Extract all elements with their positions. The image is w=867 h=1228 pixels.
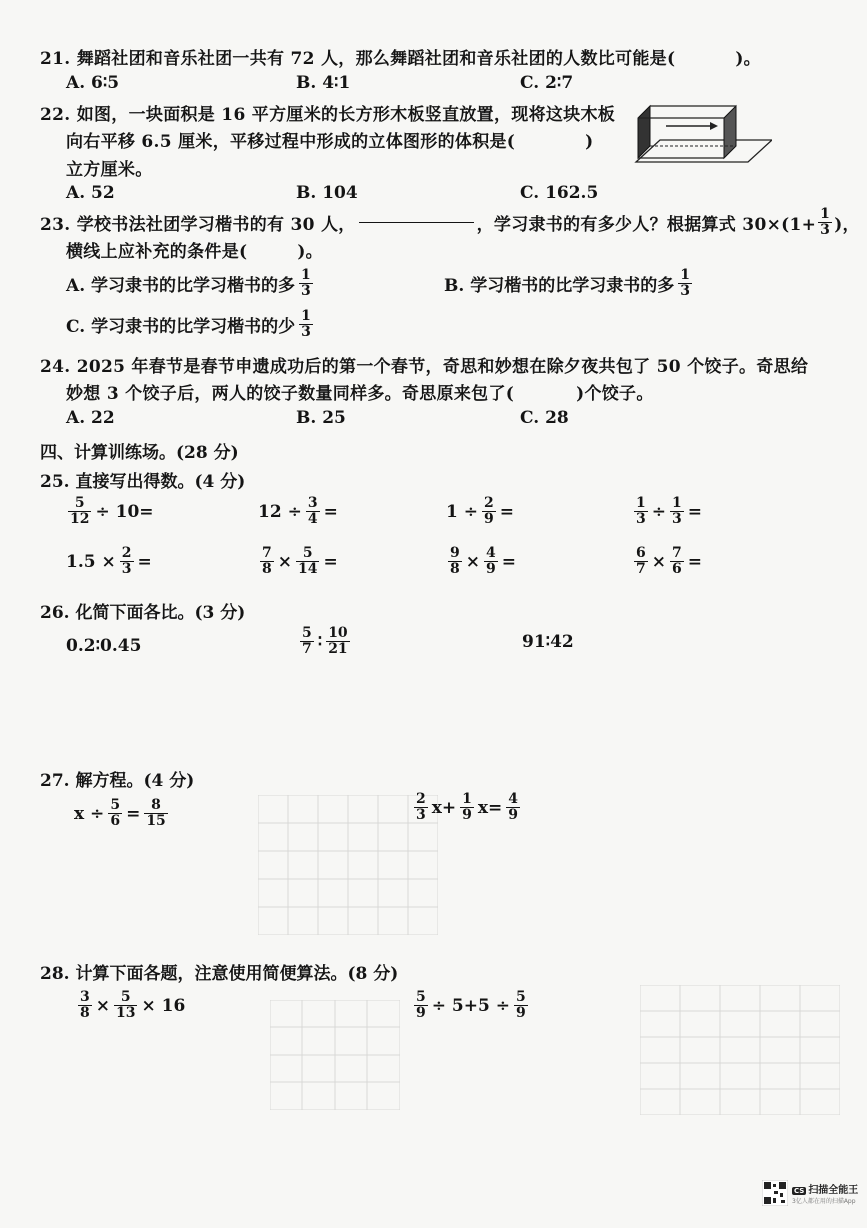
q28-c2-mid: ÷ 5+5 ÷ — [431, 995, 510, 1016]
q24-line-2-end: )个饺子。 — [576, 384, 654, 404]
q28-c2-frac-1-den: 9 — [416, 1005, 426, 1021]
q25-e2-frac — [306, 496, 320, 527]
q25-e1-frac — [68, 496, 91, 527]
q28-c2-frac-2-den: 9 — [515, 1005, 526, 1021]
q21-option-b: B. 4∶1 — [296, 73, 351, 93]
q24-line-2-text: 妙想 3 个饺子后，两人的饺子数量同样多。奇思原来包了( — [66, 384, 515, 404]
q25-expr-2 — [258, 496, 338, 527]
q25-e8-frac-2 — [670, 546, 684, 577]
q23-option-b-text: B. 学习楷书的比学习隶书的多 — [444, 276, 675, 296]
q24-option-b: B. 25 — [296, 408, 346, 428]
q27-title: 27. 解方程。(4 分) — [40, 771, 195, 791]
q25-e7-frac-1-den: 8 — [450, 561, 460, 577]
q21-option-a: A. 6∶5 — [66, 73, 120, 93]
q25-e2-frac-num: 3 — [307, 495, 318, 511]
q25-e4-eq: = — [687, 501, 702, 522]
q26-r2-op: ∶ — [317, 631, 323, 652]
q26-r2-frac-1-num: 5 — [302, 625, 312, 641]
q25-e1-frac-den: 12 — [70, 511, 90, 527]
q25-e7-op: × — [465, 551, 480, 572]
q25-e7-frac-1-num: 9 — [450, 545, 460, 561]
q25-e3-eq: = — [499, 501, 514, 522]
q23-option-c-text: C. 学习隶书的比学习楷书的少 — [66, 317, 296, 337]
q25-e8-eq: = — [687, 551, 702, 572]
q27-eq2-frac-1 — [414, 792, 428, 823]
q28-c1-op1: × — [95, 995, 110, 1016]
q25-e1-frac-num: 5 — [74, 495, 85, 511]
q25-e4-frac-2 — [670, 496, 684, 527]
q25-e6-eq: = — [323, 551, 338, 572]
q27-eq1-frac-1-num: 5 — [110, 797, 121, 813]
q23-option-b-fraction — [678, 268, 692, 299]
scanner-watermark-sub: 3亿人都在用的扫描App — [792, 1198, 856, 1205]
q26-ratio-3: 91∶42 — [522, 632, 574, 652]
q22-line-2-end: ) — [585, 132, 594, 152]
q23-option-b-frac-num: 1 — [680, 267, 690, 283]
q25-e5-frac-num: 2 — [121, 545, 132, 561]
scanner-logo-icon: CS — [794, 1187, 805, 1195]
q23-line-2 — [66, 237, 323, 262]
q28-calc-2 — [412, 990, 530, 1021]
q25-e2-pre: 12 ÷ — [258, 501, 302, 522]
q24-line-2 — [66, 379, 654, 404]
q26-r2-frac-2-num: 10 — [328, 625, 348, 641]
q28-c2-frac-1-num: 5 — [416, 989, 426, 1005]
translated-board-figure — [632, 100, 772, 172]
q23-option-a-text: A. 学习隶书的比学习楷书的多 — [66, 276, 296, 296]
q24-option-a: A. 22 — [66, 408, 115, 428]
q21-stem-text: 21. 舞蹈社团和音乐社团一共有 72 人，那么舞蹈社团和音乐社团的人数比可能是( — [40, 49, 676, 69]
q23-frac-num: 1 — [820, 206, 831, 222]
q28-c2-frac-1 — [414, 990, 428, 1021]
q25-e8-frac-2-den: 6 — [672, 561, 682, 577]
q25-e7-eq: = — [501, 551, 516, 572]
q25-e6-frac-1-den: 8 — [262, 561, 272, 577]
q23-answer-blank[interactable] — [359, 222, 474, 223]
q26-r2-frac-2-den: 21 — [328, 641, 348, 657]
q23-pre: 23. 学校书法社团学习楷书的有 30 人， — [40, 215, 356, 235]
q25-e8-frac-2-num: 7 — [672, 545, 682, 561]
q25-e1-rest: ÷ 10= — [95, 501, 154, 522]
q21-option-c: C. 2∶7 — [520, 73, 574, 93]
q25-e6-frac-2-den: 14 — [298, 561, 318, 577]
section-4-title: 四、计算训练场。(28 分) — [40, 443, 239, 463]
q22-line-3: 立方厘米。 — [66, 160, 153, 180]
q25-e7-frac-2-den: 9 — [486, 561, 496, 577]
q27-eq1-frac-1-den: 6 — [110, 813, 121, 829]
q22-option-b: B. 104 — [296, 183, 358, 203]
q25-expr-6 — [258, 546, 338, 577]
q25-e7-frac-1 — [448, 546, 462, 577]
q25-e3-frac-den: 9 — [484, 511, 494, 527]
bg-grid-2 — [640, 985, 840, 1115]
bg-grid-3 — [270, 1000, 400, 1110]
q25-e4-frac-2-num: 1 — [672, 495, 682, 511]
q28-c1-frac-1-den: 8 — [80, 1005, 90, 1021]
q25-e8-frac-1-den: 7 — [636, 561, 646, 577]
q23-frac-den: 3 — [820, 222, 831, 238]
q27-eq2-frac-2-den: 9 — [462, 807, 472, 823]
q23-line-2-end: )。 — [297, 242, 323, 262]
q27-eq2-frac-2-num: 1 — [462, 791, 472, 807]
q25-e6-op: × — [277, 551, 292, 572]
q25-e5-pre: 1.5 × — [66, 551, 116, 572]
q27-eq1-frac-1 — [108, 798, 122, 829]
q27-eq1-pre: x ÷ — [74, 803, 105, 824]
q23-option-a-fraction — [299, 268, 313, 299]
q25-expr-8 — [632, 546, 702, 577]
q23-option-c-fraction — [299, 309, 313, 340]
q25-title: 25. 直接写出得数。(4 分) — [40, 472, 246, 492]
q28-calc-1 — [76, 990, 185, 1021]
q28-c1-frac-1 — [78, 990, 92, 1021]
q25-e3-pre: 1 ÷ — [446, 501, 478, 522]
q23-end: )， — [834, 215, 860, 235]
q28-c1-frac-2 — [114, 990, 137, 1021]
q25-e4-frac-1-den: 3 — [636, 511, 646, 527]
q27-equation-2 — [412, 792, 522, 823]
q25-e4-frac-2-den: 3 — [672, 511, 682, 527]
q22-line-1: 22. 如图，一块面积是 16 平方厘米的长方形木板竖直放置，现将这块木板 — [40, 105, 616, 125]
q25-expr-5 — [66, 546, 152, 577]
q23-option-b-frac-den: 3 — [680, 283, 690, 299]
q25-e3-frac-num: 2 — [484, 495, 494, 511]
q25-e4-frac-1-num: 1 — [636, 495, 646, 511]
q25-e5-frac-den: 3 — [121, 561, 132, 577]
q25-e4-op: ÷ — [651, 501, 666, 522]
q25-e6-frac-1 — [260, 546, 274, 577]
q23-line-1 — [40, 207, 860, 238]
q27-eq2-frac-2 — [460, 792, 474, 823]
q25-e7-frac-2 — [484, 546, 498, 577]
q23-option-a-frac-den: 3 — [301, 283, 311, 299]
q23-option-a — [66, 268, 315, 299]
bg-grid-1 — [258, 795, 438, 935]
q26-title: 26. 化简下面各比。(3 分) — [40, 603, 246, 623]
q26-ratio-2 — [298, 626, 352, 657]
q25-e5-eq: = — [137, 551, 152, 572]
q28-c1-frac-1-num: 3 — [80, 989, 90, 1005]
scanner-watermark-title — [792, 1181, 858, 1196]
q28-c1-rest: × 16 — [141, 995, 186, 1016]
q22-option-c: C. 162.5 — [520, 183, 599, 203]
q25-expr-4 — [632, 496, 702, 527]
q25-e5-frac — [120, 546, 134, 577]
q22-line-2 — [66, 127, 594, 152]
q23-option-c-frac-den: 3 — [301, 324, 311, 340]
q27-eq2-m2: x= — [477, 797, 503, 818]
q27-eq2-frac-3 — [506, 792, 520, 823]
q25-e4-frac-1 — [634, 496, 648, 527]
q27-eq1-frac-2-num: 8 — [151, 797, 161, 813]
q23-option-c-frac-num: 1 — [301, 308, 311, 324]
q24-line-1: 24. 2025 年春节是春节申遗成功后的第一个春节，奇思和妙想在除夕夜共包了 50 个饺子。奇思给 — [40, 357, 809, 377]
q28-c2-frac-2-num: 5 — [515, 989, 526, 1005]
q25-e6-frac-1-num: 7 — [262, 545, 272, 561]
q23-mid: ，学习隶书的有多少人？根据算式 30×(1+ — [476, 215, 817, 235]
q25-e7-frac-2-num: 4 — [486, 545, 496, 561]
q21-stem-end: )。 — [735, 49, 761, 69]
q28-c2-frac-2 — [514, 990, 528, 1021]
q28-c1-frac-2-num: 5 — [120, 989, 131, 1005]
q22-option-a: A. 52 — [66, 183, 115, 203]
q26-ratio-1: 0.2∶0.45 — [66, 636, 142, 656]
q26-r2-frac-1-den: 7 — [302, 641, 312, 657]
q21-stem — [40, 44, 761, 69]
q27-eq2-frac-3-den: 9 — [508, 807, 519, 823]
q23-option-c — [66, 309, 315, 340]
q25-e2-frac-den: 4 — [307, 511, 318, 527]
scanner-watermark — [792, 1181, 858, 1205]
q26-r2-frac-2 — [326, 626, 349, 657]
q24-option-c: C. 28 — [520, 408, 569, 428]
q28-c1-frac-2-den: 13 — [116, 1005, 136, 1021]
q23-fraction — [818, 207, 832, 238]
q25-e6-frac-2-num: 5 — [302, 545, 313, 561]
q27-eq1-eq: = — [126, 803, 141, 824]
q25-e3-frac — [482, 496, 496, 527]
q25-expr-7 — [446, 546, 516, 577]
q23-option-b — [444, 268, 694, 299]
q25-e8-op: × — [651, 551, 666, 572]
q25-e8-frac-1 — [634, 546, 648, 577]
q27-eq2-m1: x+ — [431, 797, 457, 818]
q25-e8-frac-1-num: 6 — [636, 545, 646, 561]
q27-eq1-frac-2-den: 15 — [146, 813, 166, 829]
q26-r2-frac-1 — [300, 626, 314, 657]
q27-eq2-frac-3-num: 4 — [508, 791, 519, 807]
q22-line-2-text: 向右平移 6.5 厘米，平移过程中形成的立体图形的体积是( — [66, 132, 516, 152]
q27-eq1-frac-2 — [144, 798, 167, 829]
q25-expr-1 — [66, 496, 154, 527]
q25-e2-eq: = — [323, 501, 338, 522]
q25-expr-3 — [446, 496, 514, 527]
q27-equation-1 — [74, 798, 170, 829]
qr-code-icon — [762, 1180, 788, 1206]
scanner-watermark-name: 扫描全能王 — [808, 1185, 859, 1196]
q25-e6-frac-2 — [296, 546, 319, 577]
q28-title: 28. 计算下面各题，注意使用简便算法。(8 分) — [40, 964, 399, 984]
q23-line-2-text: 横线上应补充的条件是( — [66, 242, 248, 262]
q27-eq2-frac-1-den: 3 — [416, 807, 426, 823]
q23-option-a-frac-num: 1 — [301, 267, 311, 283]
q27-eq2-frac-1-num: 2 — [416, 791, 426, 807]
